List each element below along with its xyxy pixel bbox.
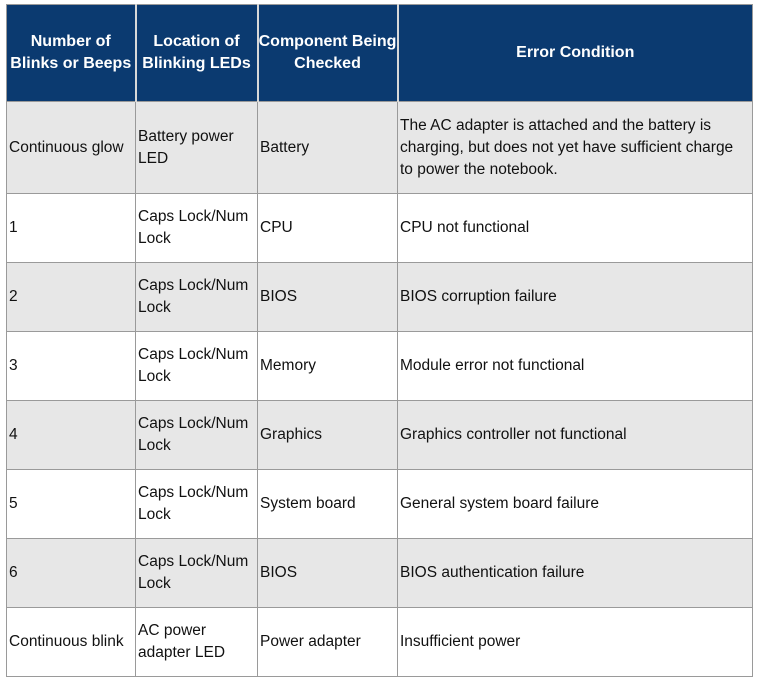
cell-component: BIOS <box>258 539 398 608</box>
cell-component: CPU <box>258 194 398 263</box>
header-error: Error Condition <box>398 5 753 102</box>
cell-blinks: 5 <box>7 470 136 539</box>
cell-component: Battery <box>258 102 398 194</box>
table-row <box>7 470 753 539</box>
header-component: Component Being Checked <box>258 5 398 102</box>
cell-component: System board <box>258 470 398 539</box>
table-row <box>7 263 753 332</box>
cell-error: Graphics controller not functional <box>398 401 753 470</box>
header-location: Location of Blinking LEDs <box>136 5 258 102</box>
cell-component: Graphics <box>258 401 398 470</box>
cell-error: BIOS corruption failure <box>398 263 753 332</box>
cell-location: Caps Lock/Num Lock <box>136 263 258 332</box>
cell-error: BIOS authentication failure <box>398 539 753 608</box>
cell-location: Caps Lock/Num Lock <box>136 401 258 470</box>
table-row <box>7 194 753 263</box>
table-row <box>7 608 753 677</box>
header-row <box>7 5 753 102</box>
cell-blinks: Continuous glow <box>7 102 136 194</box>
cell-component: Memory <box>258 332 398 401</box>
cell-component: BIOS <box>258 263 398 332</box>
header-blinks: Number of Blinks or Beeps <box>7 5 136 102</box>
cell-blinks: 2 <box>7 263 136 332</box>
cell-location: Caps Lock/Num Lock <box>136 470 258 539</box>
table-row <box>7 102 753 194</box>
cell-error: Insufficient power <box>398 608 753 677</box>
cell-error: CPU not functional <box>398 194 753 263</box>
cell-location: Caps Lock/Num Lock <box>136 194 258 263</box>
table-row <box>7 332 753 401</box>
cell-blinks: 4 <box>7 401 136 470</box>
cell-blinks: 3 <box>7 332 136 401</box>
cell-location: Battery power LED <box>136 102 258 194</box>
table-row <box>7 401 753 470</box>
cell-error: General system board failure <box>398 470 753 539</box>
cell-blinks: 6 <box>7 539 136 608</box>
cell-blinks: 1 <box>7 194 136 263</box>
cell-blinks: Continuous blink <box>7 608 136 677</box>
cell-error: Module error not functional <box>398 332 753 401</box>
cell-component: Power adapter <box>258 608 398 677</box>
cell-location: AC power adapter LED <box>136 608 258 677</box>
cell-location: Caps Lock/Num Lock <box>136 539 258 608</box>
cell-error: The AC adapter is attached and the battery is charging, but does not yet have sufficient charge to power the notebook. <box>398 102 753 194</box>
blink-codes-table <box>6 4 753 677</box>
table-row <box>7 539 753 608</box>
cell-location: Caps Lock/Num Lock <box>136 332 258 401</box>
